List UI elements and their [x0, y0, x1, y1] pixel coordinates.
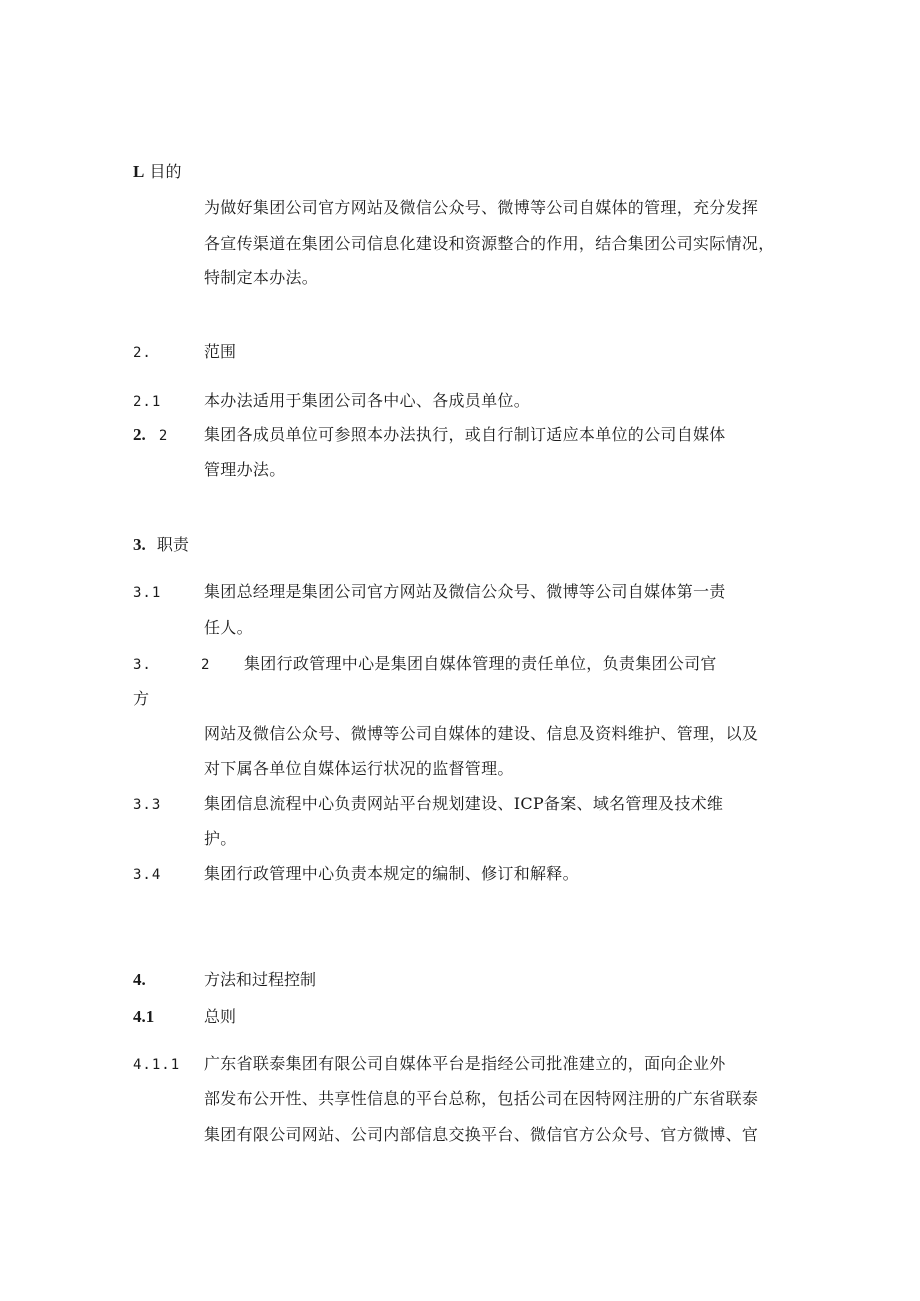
- section-4-1-number: 4.1: [133, 1007, 155, 1026]
- item-2-2-text-line-2: 管理办法。: [204, 460, 286, 479]
- item-3-2-number-a: 3.: [133, 657, 152, 673]
- item-3-4-number: 3.4: [133, 867, 162, 883]
- item-3-2-number-b: 2: [201, 657, 211, 673]
- section-1-number: L: [133, 162, 145, 181]
- section-3-title: 职责: [156, 535, 189, 554]
- section-1-heading: [133, 162, 181, 182]
- item-3-1-text-line-2: 任人。: [204, 618, 253, 637]
- item-4-1-1-text-line-1: 广东省联泰集团有限公司自媒体平台是指经公司批准建立的，面向企业外: [204, 1054, 726, 1073]
- section-2-number: 2.: [133, 345, 152, 361]
- item-3-3-number: 3.3: [133, 797, 162, 813]
- item-2-2-text-line-1: 集团各成员单位可参照本办法执行，或自行制订适应本单位的公司自媒体: [204, 425, 726, 444]
- item-3-2-text-line-4: 对下属各单位自媒体运行状况的监督管理。: [204, 759, 514, 778]
- section-1-paragraph-line-2: 各宣传渠道在集团公司信息化建设和资源整合的作用，结合集团公司实际情况，: [204, 234, 775, 253]
- item-3-3-text-line-1: 集团信息流程中心负责网站平台规划建设、ICP备案、域名管理及技术维: [204, 794, 724, 813]
- item-2-2-number: [133, 425, 168, 446]
- item-4-1-1-number: 4.1.1: [133, 1057, 181, 1073]
- section-2-title: 范围: [204, 342, 237, 361]
- item-3-1-number: 3.1: [133, 585, 162, 601]
- section-1-paragraph-line-1: 为做好集团公司官方网站及微信公众号、微博等公司自媒体的管理，充分发挥: [204, 198, 759, 217]
- item-2-2-number-a: 2.: [133, 425, 146, 444]
- item-2-1-number: 2.1: [133, 394, 162, 410]
- section-4-1-title: 总则: [204, 1007, 237, 1026]
- item-2-2-number-b: 2: [158, 428, 169, 444]
- item-3-1-text-line-1: 集团总经理是集团公司官方网站及微信公众号、微博等公司自媒体第一责: [204, 582, 726, 601]
- item-3-2-text-line-2: 方: [133, 689, 150, 708]
- section-4-title: 方法和过程控制: [204, 970, 317, 989]
- item-3-2-text-line-1: 集团行政管理中心是集团自媒体管理的责任单位，负责集团公司官: [244, 654, 717, 673]
- section-3-heading: [133, 535, 189, 555]
- section-1-title: 目的: [149, 162, 182, 181]
- section-1-paragraph-line-3: 特制定本办法。: [204, 268, 319, 287]
- section-3-number: 3.: [133, 535, 146, 554]
- item-4-1-1-text-line-3: 集团有限公司网站、公司内部信息交换平台、微信官方公众号、官方微博、官: [204, 1125, 759, 1144]
- section-4-number: 4.: [133, 970, 146, 989]
- item-4-1-1-text-line-2: 部发布公开性、共享性信息的平台总称，包括公司在因特网注册的广东省联泰: [204, 1089, 759, 1108]
- item-2-1-text: 本办法适用于集团公司各中心、各成员单位。: [204, 391, 531, 410]
- item-3-2-text-line-3: 网站及微信公众号、微博等公司自媒体的建设、信息及资料维护、管理，以及: [204, 724, 759, 743]
- item-3-3-text-line-2: 护。: [204, 829, 237, 848]
- item-3-4-text: 集团行政管理中心负责本规定的编制、修订和解释。: [204, 864, 579, 883]
